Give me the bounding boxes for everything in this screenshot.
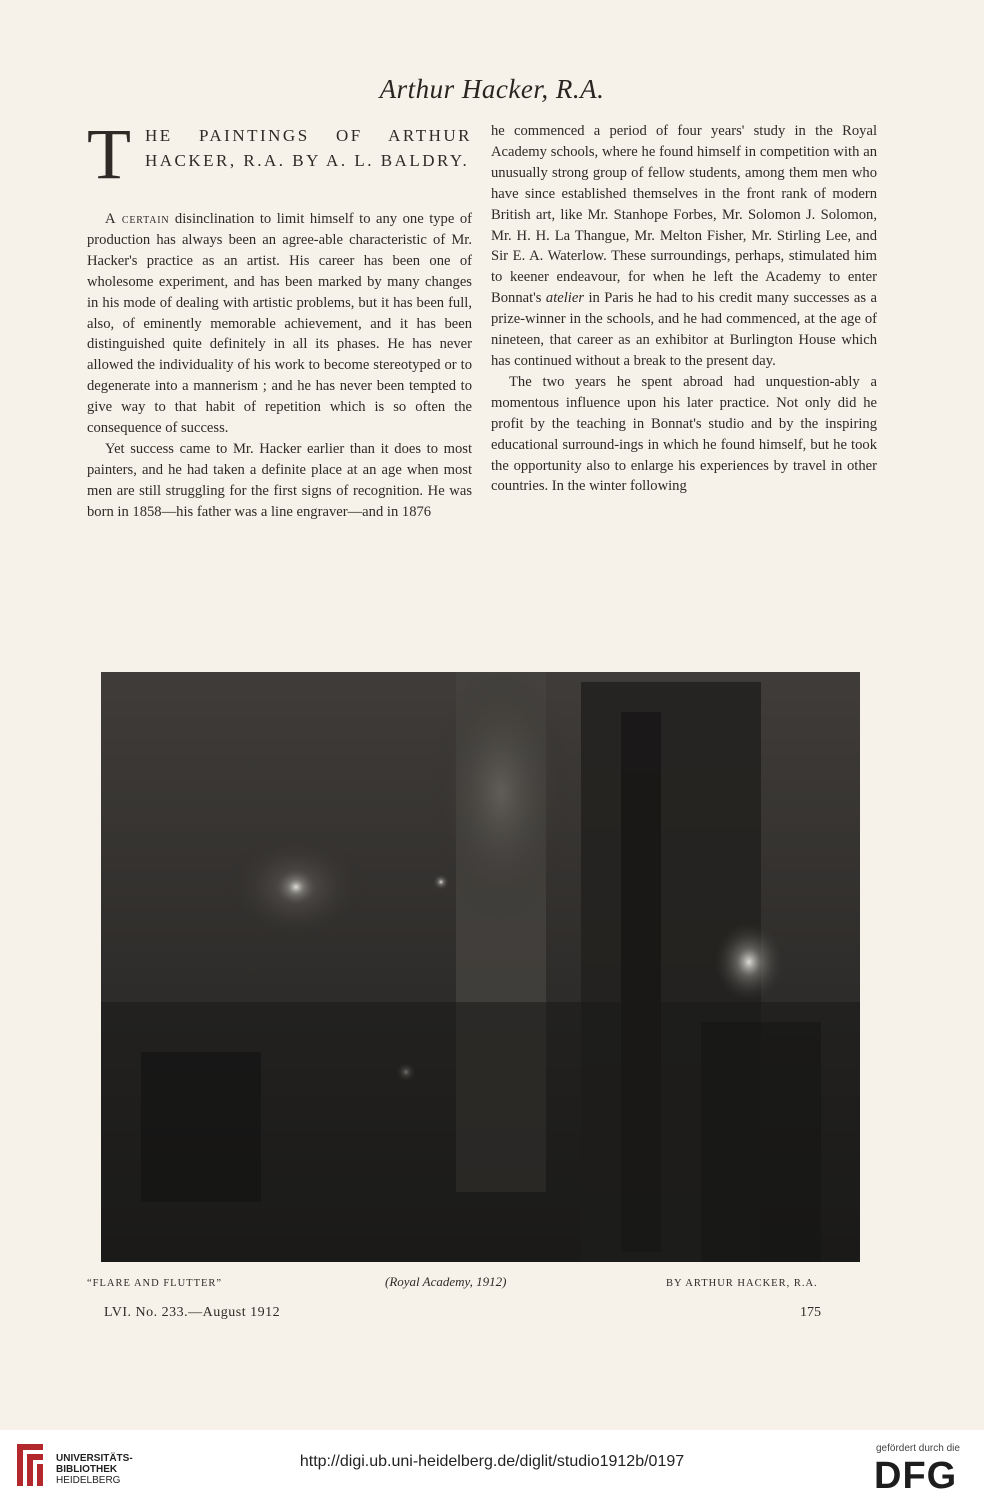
paragraph: Yet success came to Mr. Hacker earlier than it does to most painters, and he had taken a definite place at an age when most men are still struggling for the first signs of recognition. He was born in 1858—his father was a line engraver—and in 1876: [87, 440, 472, 520]
paragraph-text: he commenced a period of four years' study in the Royal Academy schools, where he found himself in competition with an unusually strong group of fellow students, among them men who have since established themselves in the front rank of modern British art, like Mr. Stanhope Forbes, Mr. Solomon J. Solomon, Mr. H. H. La Thangue, Mr. Melton Fisher, Mr. Stirling Lee, and Sir E. A. Waterlow. These surroundings, perhaps, stimulated him to keener endeavour, for when he left the Academy to enter Bonnat's: [491, 123, 877, 307]
library-line: BIBLIOTHEK: [56, 1464, 118, 1475]
page-number: 175: [800, 1305, 821, 1320]
paragraph-text: in Paris he had to his credit many successes as a prize-winner in the schools, and he had commenced, at the age of nineteen, that career as an exhibitor at Burlington House which has continued without a break to the present day.: [491, 290, 877, 369]
running-title: Arthur Hacker, R.A.: [379, 74, 605, 104]
library-line: UNIVERSITÄTS-: [56, 1453, 133, 1464]
painting-image: [101, 672, 860, 1262]
issue-line: LVI. No. 233.—August 1912: [104, 1305, 281, 1320]
article-opening: [87, 114, 472, 201]
drop-cap: T: [87, 114, 131, 194]
paragraph-italic: atelier: [545, 290, 585, 307]
permalink[interactable]: http://digi.ub.uni-heidelberg.de/diglit/studio1912b/0197: [299, 1453, 685, 1470]
caption-title: “FLARE AND FLUTTER”: [87, 1278, 223, 1289]
caption-artist: BY ARTHUR HACKER, R.A.: [666, 1278, 818, 1289]
caption-venue: (Royal Academy, 1912): [385, 1274, 507, 1289]
dfg-logo: DFG: [874, 1455, 958, 1497]
paragraph: The two years he spent abroad had unquestion-ably a momentous influence upon his later practice. Not only did he profit by the teaching in Bonnat's studio and by the inspiring educational surround-ings in which he found himself, but he took the opportunity also to enlarge his experiences by travel in other countries. In the winter following: [491, 373, 877, 495]
article-heading: HE PAINTINGS OF ARTHUR HACKER, R.A. BY A. L. BALDRY.: [145, 126, 472, 170]
paragraph-text: disinclination to limit himself to any one type of production has always been an agree-able characteristic of Mr. Hacker's practice as an artist. His career has been one of wholesome experiment, and has been marked by many changes in his mode of dealing with artistic problems, but it has been full, also, of eminently memorable achievement, and it has been distinguished quite definitely in all its phases. He has never allowed the individuality of his work to become stereotyped or to degenerate into a mannerism ; and he has never been tempted to give way to that habit of repetition which is so often the consequence of success.: [87, 211, 472, 437]
library-line: HEIDELBERG: [56, 1475, 121, 1486]
right-column: [491, 121, 877, 497]
painting-plate: [101, 672, 860, 1262]
sponsor-label: gefördert durch die: [876, 1443, 960, 1454]
left-column: [87, 114, 472, 523]
paragraph: [491, 121, 877, 372]
paragraph-lead: A certain: [105, 211, 170, 227]
paragraph: [87, 209, 472, 439]
